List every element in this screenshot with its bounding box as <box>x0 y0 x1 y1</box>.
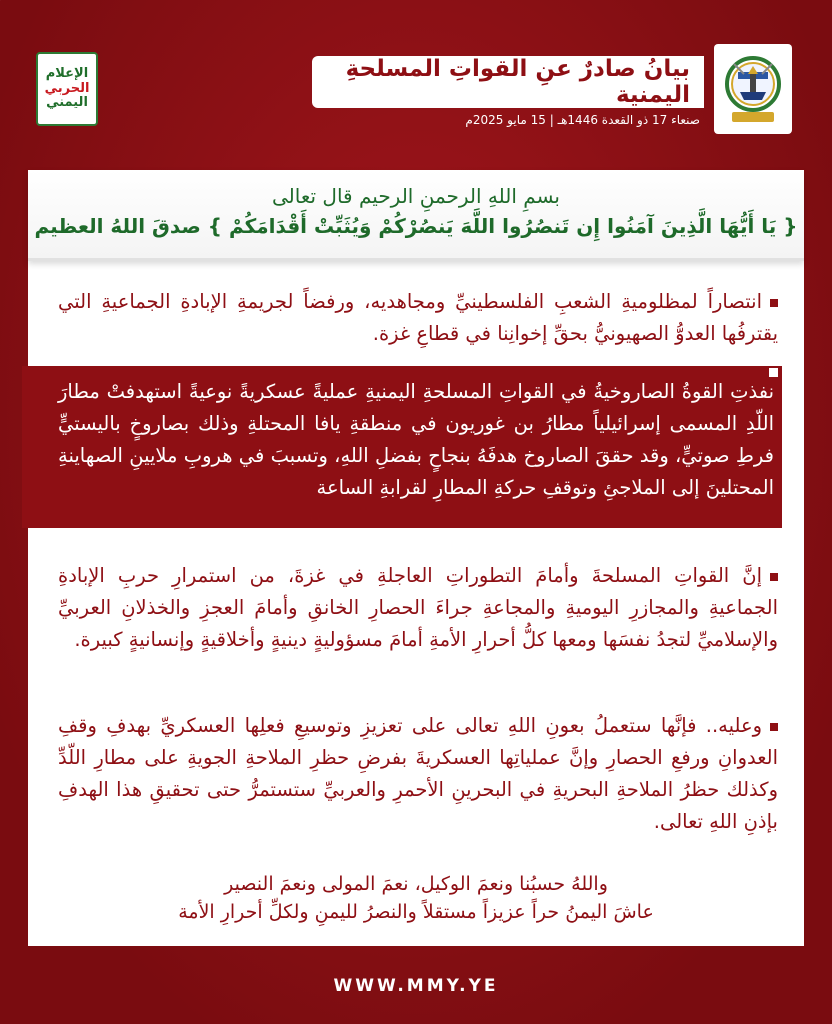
bullet-icon <box>770 573 778 581</box>
media-logo-line3: اليمني <box>46 95 88 111</box>
statement-title: بيانُ صادرٌ عنِ القواتِ المسلحةِ اليمنية <box>312 56 704 108</box>
paragraph-1-text: انتصاراً لمظلوميةِ الشعبِ الفلسطينيِّ ومجاهديه، ورفضاً لجريمةِ الإبادةِ الجماعيةِ التي يقترفُها العدوُّ الصهيونيُّ بحقِّ إخوانِنا في قطاعِ غزة. <box>58 290 778 345</box>
paragraph-4-text: وعليه.. فإنَّها ستعملُ بعونِ اللهِ تعالى على تعزيزِ وتوسيعِ فعلِها العسكريِّ بهدفِ وقفِ العدوانِ ورفعِ الحصارِ وإنَّ عملياتِها العسكريةَ بفرضِ حظرِ الملاحةِ الجويةِ على مطارِ اللّدِّ وكذلك حظرُ الملاحةِ البحريةِ في البحرينِ الأحمرِ والعربيِّ ستستمرُّ حتى تحقيقِ هذا الهدفِ بإذنِ اللهِ تعالى. <box>58 714 778 833</box>
media-logo-line2: الحربي <box>44 80 90 96</box>
closing-line-1: واللهُ حسبُنا ونعمَ الوكيل، نعمَ المولى ونعمَ النصير <box>224 873 608 895</box>
closing-statement <box>28 870 804 926</box>
paragraph-3 <box>58 560 778 656</box>
armed-forces-emblem <box>714 44 792 134</box>
military-media-logo <box>36 52 98 126</box>
media-logo-line1: الإعلام <box>45 65 89 81</box>
bullet-icon <box>770 723 778 731</box>
paragraph-1 <box>58 286 778 350</box>
basmala-intro: بسمِ اللهِ الرحمنِ الرحيم قال تعالى <box>272 184 560 208</box>
statement-panel <box>28 170 804 946</box>
paragraph-4 <box>58 710 778 838</box>
quran-verse: { يَا أَيُّهَا الَّذِينَ آمَنُوا إِن تَنصُرُوا اللَّهَ يَنصُرْكُمْ وَيُثَبِّتْ أَقْدَامَكُمْ } صدقَ اللهُ العظيم <box>34 214 798 238</box>
armed-forces-emblem-icon <box>714 44 792 134</box>
statement-date: صنعاء 17 ذو القعدة 1446هـ | 15 مايو 2025م <box>465 113 700 127</box>
bullet-icon <box>770 299 778 307</box>
paragraph-3-text: إنَّ القواتِ المسلحةَ وأمامَ التطوراتِ العاجلةِ في غزةَ، من استمرارِ حربِ الإبادةِ الجماعيةِ والمجازرِ اليوميةِ والمجاعةِ جراءَ الحصارِ الخانقِ وأمامَ العجزِ والخذلانِ العربيِّ والإسلاميِّ لتجدُ نفسَها ومعها كلُّ أحرارِ الأمةِ أمامَ مسؤوليةٍ دينيةٍ وأخلاقيةٍ وإنسانيةٍ كبيرة. <box>58 564 778 651</box>
closing-line-2: عاشَ اليمنُ حراً عزيزاً مستقلاً والنصرُ لليمنِ ولكلِّ أحرارِ الأمة <box>178 901 654 923</box>
paragraph-2: نفذتِ القوةُ الصاروخيةُ في القواتِ المسلحةِ اليمنيةِ عمليةً عسكريةً نوعيةً استهدفتْ مطارَ اللّدِ المسمى إسرائيلياً مطارُ بن غوريون في منطقةِ يافا المحتلةِ وذلك بصاروخٍ باليستيٍّ فرطِ صوتيٍّ، وقد حققَ الصاروخ هدفَهُ بنجاحٍ بفضلِ اللهِ، وتسببَ في هروبِ ملايينِ الصهاينةِ المحتلينَ إلى الملاجئِ وتوقفِ حركةِ المطارِ لقرابةِ الساعة <box>58 380 774 499</box>
verse-box <box>28 170 804 261</box>
website-url: WWW.MMY.YE <box>333 976 499 996</box>
